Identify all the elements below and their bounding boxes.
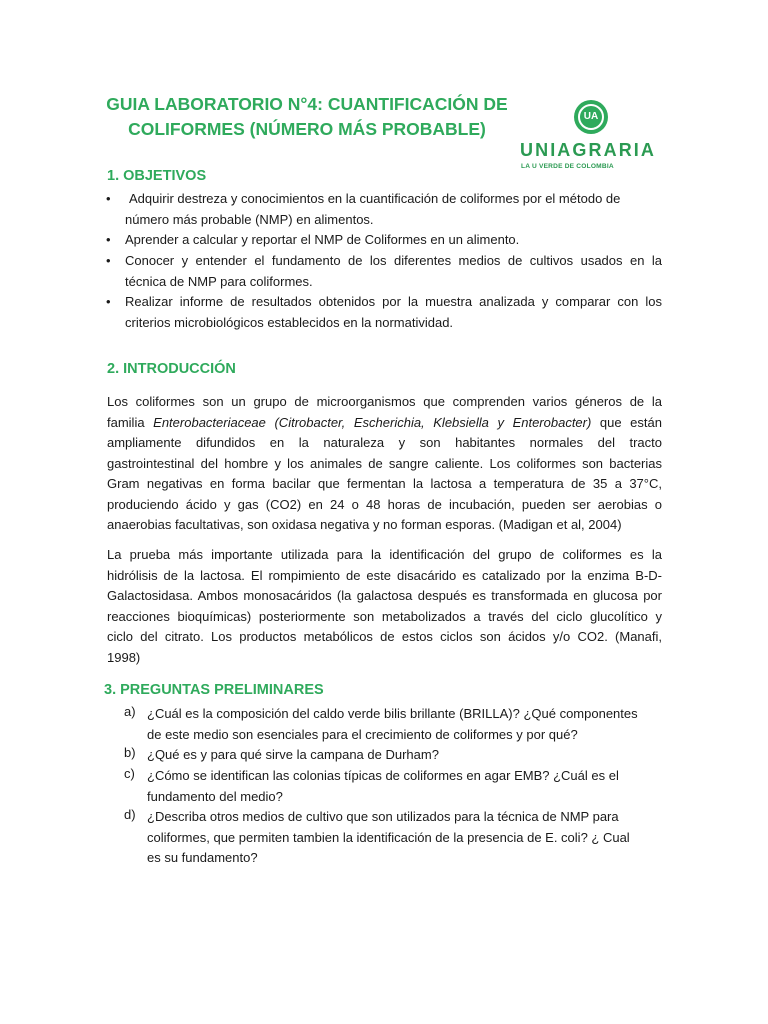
intro-paragraph-1: [107, 392, 662, 536]
paragraph-line: hidrólisis de la lactosa. El rompimiento de este disacárido es catalizado por la enzima B-D-: [107, 567, 662, 583]
title-line-2: COLIFORMES (NÚMERO MÁS PROBABLE): [128, 119, 486, 139]
paragraph-line: 1998): [107, 649, 141, 665]
question-line: de este medio son esenciales para el crecimiento de coliformes y por qué?: [147, 726, 578, 742]
objective-line: Conocer y entender el fundamento de los diferentes medios de cultivos usados en la: [125, 253, 662, 268]
section-heading-introduccion: 2. INTRODUCCIÓN: [107, 361, 236, 377]
bullet-icon: •: [106, 232, 111, 247]
objective-line: número más probable (NMP) en alimentos.: [125, 211, 374, 227]
logo-emblem-icon: [574, 100, 608, 134]
paragraph-line: reacciones bioquímicas) posteriormente son metabolizados a través del ciclo glucolítico y: [107, 608, 662, 624]
paragraph-line: produciendo ácido y gas (CO2) en 24 o 48 horas de incubación, pueden ser aerobias o: [107, 496, 662, 512]
paragraph-line: anaerobias facultativas, son oxidasa negativa y no forman esporas. (Madigan et al, 2004): [107, 517, 622, 532]
paragraph-line: Galactosidasa. Ambos monosacáridos (la galactosa después es transformada en glucosa por: [107, 588, 662, 603]
objective-line: Aprender a calcular y reportar el NMP de Coliformes en un alimento.: [125, 232, 520, 247]
question-line: fundamento del medio?: [147, 788, 283, 804]
question-line: ¿Describa otros medios de cultivo que son utilizados para la técnica de NMP para: [147, 809, 619, 824]
taxonomy-italic: Enterobacteriaceae (Citrobacter, Escherichia, Klebsiella y Enterobacter): [153, 414, 592, 430]
bullet-icon: •: [106, 294, 111, 309]
question-letter: a): [124, 704, 136, 719]
objective-line: técnica de NMP para coliformes.: [125, 273, 313, 289]
bullet-icon: •: [106, 253, 111, 268]
question-line: ¿Cómo se identifican las colonias típicas de coliformes en agar EMB? ¿Cuál es el: [147, 768, 619, 783]
question-line: ¿Cuál es la composición del caldo verde bilis brillante (BRILLA)? ¿Qué componentes: [147, 706, 638, 721]
question-letter: c): [124, 766, 135, 781]
paragraph-line: Gram negativas en forma bacilar que fermentan la lactosa a temperatura de 35 a 37°C,: [107, 476, 662, 491]
intro-paragraph-2: [107, 545, 662, 668]
question-letter: d): [124, 807, 136, 822]
document-title: [92, 92, 522, 142]
paragraph-line: Los coliformes son un grupo de microorganismos que comprenden varios géneros de la: [107, 394, 662, 409]
question-line: coliformes, que permiten tambien la identificación de la presencia de E. coli? ¿ Cual: [147, 829, 630, 845]
paragraph-line: gastrointestinal del hombre y los animales de sangre caliente. Los coliformes son bacterias: [107, 455, 662, 471]
question-line: ¿Qué es y para qué sirve la campana de Durham?: [147, 747, 439, 762]
objective-line: Realizar informe de resultados obtenidos por la muestra analizada y comparar con los: [125, 294, 662, 309]
logo-badge: UA: [578, 104, 604, 130]
logo-tagline: LA U VERDE DE COLOMBIA: [521, 163, 614, 170]
bullet-icon: •: [106, 191, 111, 206]
objective-line: criterios microbiológicos establecidos en la normatividad.: [125, 314, 454, 330]
question-line: es su fundamento?: [147, 850, 258, 865]
paragraph-line: La prueba más importante utilizada para la identificación del grupo de coliformes es la: [107, 547, 662, 562]
objective-line: Adquirir destreza y conocimientos en la cuantificación de coliformes por el método de: [129, 191, 621, 206]
question-letter: b): [124, 745, 136, 760]
section-heading-objetivos: 1. OBJETIVOS: [107, 168, 207, 184]
logo-wordmark: UNIAGRARIA: [520, 140, 656, 160]
paragraph-line: ampliamente difundidos en la naturaleza y son habitantes normales del tracto: [107, 435, 662, 450]
uniagraria-logo: [516, 96, 666, 176]
title-line-1: GUIA LABORATORIO N°4: CUANTIFICACIÓN DE: [106, 94, 508, 114]
paragraph-line: ciclo del citrato. Los productos metabólicos de estos ciclos son ácidos y/o CO2. (Manafi,: [107, 629, 662, 644]
section-heading-preguntas: 3. PREGUNTAS PRELIMINARES: [104, 682, 324, 698]
paragraph-line: familia Enterobacteriaceae (Citrobacter, Escherichia, Klebsiella y Enterobacter) que están: [107, 414, 662, 430]
